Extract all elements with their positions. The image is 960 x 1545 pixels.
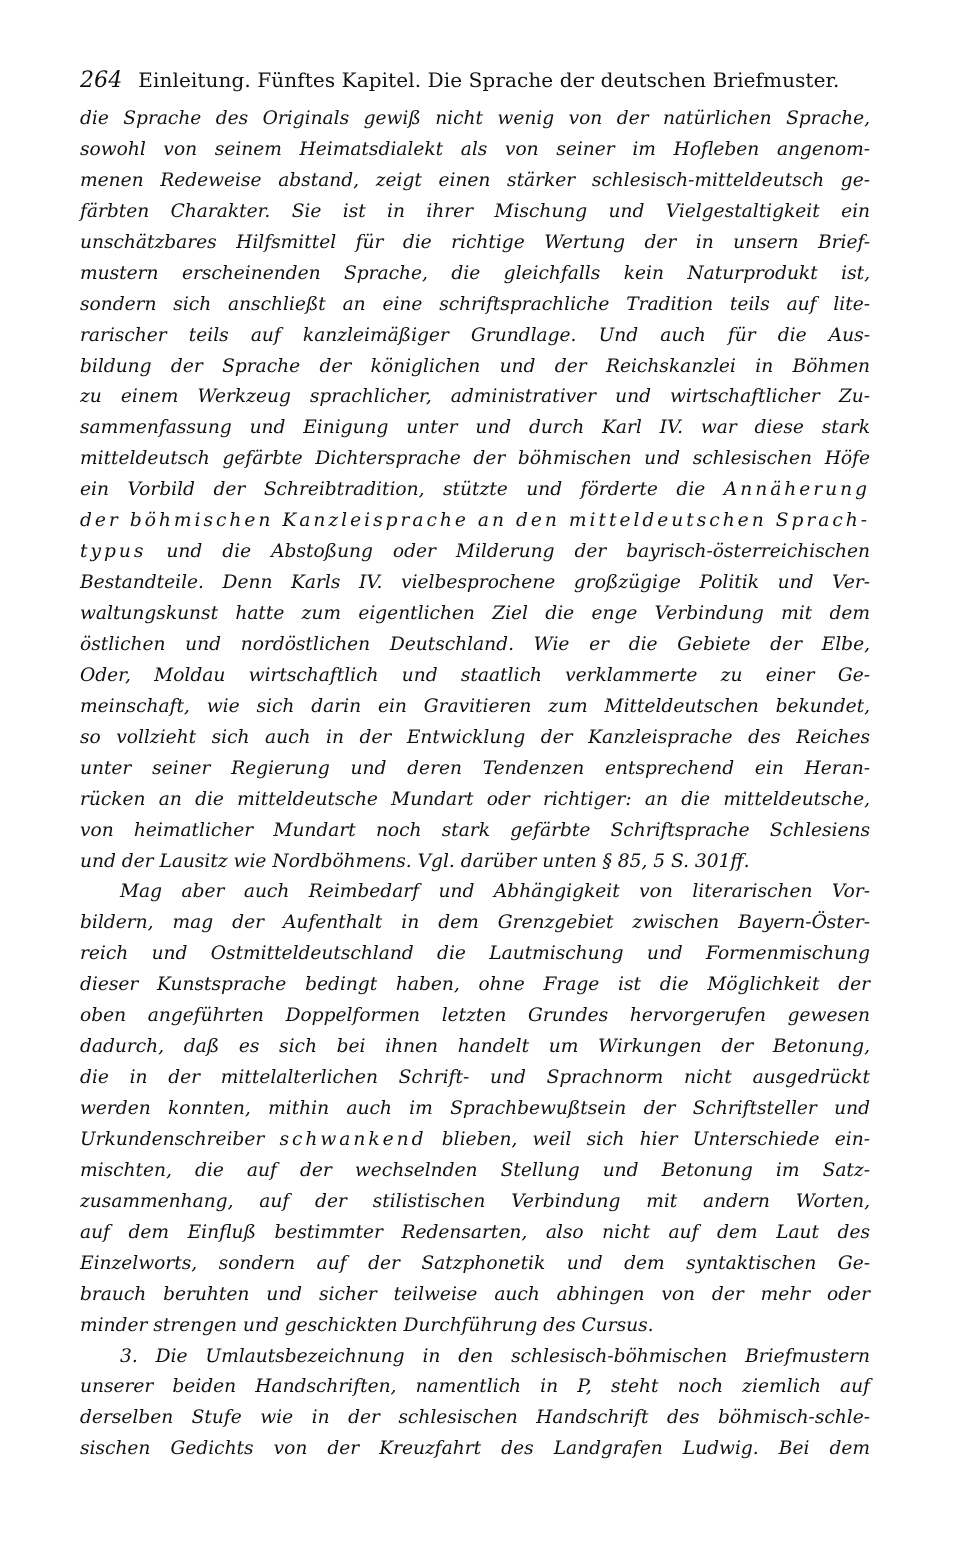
text-line: [80, 908, 870, 939]
text-line: [80, 1280, 870, 1311]
line-text: mischten, die auf der wechselnden Stellung und Betonung im Satz-: [80, 1159, 870, 1181]
line-text: unter seiner Regierung und deren Tendenzen entsprechend ein Heran-: [80, 757, 870, 779]
line-text: werden konnten, mithin auch im Sprachbewußtsein der Schriftsteller und: [80, 1098, 870, 1119]
text-line: [80, 754, 870, 785]
spaced-emphasis: typus: [80, 541, 147, 563]
text-line: [80, 444, 870, 475]
text-line: [80, 970, 870, 1001]
line-text: Bestandteile. Denn Karls IV. vielbesprochene großzügige Politik und Ver-: [80, 572, 870, 594]
text-line: [80, 506, 870, 537]
line-text: sondern sich anschließt an eine schriftsprachliche Tradition teils auf lite-: [80, 293, 870, 315]
line-text: sowohl von seinem Heimatsdialekt als von seiner im Hofleben angenom-: [80, 138, 870, 160]
running-title: Einleitung. Fünftes Kapitel. Die Sprache der deutschen Briefmuster.: [138, 68, 840, 92]
text-line: [80, 382, 870, 413]
spaced-emphasis: schwankend: [279, 1128, 427, 1150]
running-head: [80, 64, 870, 96]
text-line: [80, 290, 870, 321]
line-text: bildern, mag der Aufenthalt in dem Grenzgebiet zwischen Bayern-Öster-: [80, 912, 870, 934]
line-text: derselben Stufe wie in der schlesischen Handschrift des böhmisch-schle-: [80, 1407, 870, 1429]
line-text: Urkundenschreiber: [80, 1128, 280, 1150]
line-text: östlichen und nordöstlichen Deutschland. Wie er die Gebiete der Elbe,: [80, 633, 870, 655]
line-text: die in der mittelalterlichen Schrift- und Sprachnorm nicht ausgedrückt: [80, 1067, 870, 1089]
line-text: sischen Gedichts von der Kreuzfahrt des Landgrafen Ludwig. Bei dem: [80, 1438, 870, 1460]
text-line: [80, 1434, 870, 1465]
text-line: [80, 1249, 870, 1280]
text-line: [80, 877, 870, 908]
text-line: [80, 939, 870, 970]
line-text: und die Abstoßung oder Milderung der bayrisch-österreichischen: [146, 541, 870, 563]
text-line: [80, 568, 870, 599]
text-line: [80, 197, 870, 228]
body-text: [80, 104, 870, 1465]
text-line: [80, 692, 870, 723]
text-line: [80, 166, 870, 197]
line-text: reich und Ostmitteldeutschland die Lautmischung und Formenmischung: [80, 943, 870, 965]
text-line: [80, 1125, 870, 1156]
text-line: [80, 1403, 870, 1434]
line-text: rarischer teils auf kanzleimäßiger Grundlage. Und auch für die Aus-: [80, 324, 870, 346]
text-line: [80, 228, 870, 259]
line-text: brauch beruhten und sicher teilweise auch abhingen von der mehr oder: [80, 1283, 870, 1305]
text-line: [80, 1342, 870, 1373]
line-text: unserer beiden Handschriften, namentlich in P, steht noch ziemlich auf: [80, 1376, 870, 1398]
text-line: [80, 599, 870, 630]
text-line: [80, 475, 870, 506]
text-line: [80, 785, 870, 816]
spaced-emphasis: Annäherung: [723, 479, 870, 501]
text-line: [80, 847, 870, 878]
text-line: [80, 1063, 870, 1094]
line-text: sammenfassung und Einigung unter und durch Karl IV. war diese stark: [80, 417, 870, 439]
book-page: [80, 64, 870, 1465]
line-text: minder strengen und geschickten Durchführung des Cursus.: [80, 1314, 654, 1336]
text-line: [80, 816, 870, 847]
text-line: [80, 1311, 870, 1342]
line-text: oben angeführten Doppelformen letzten Grundes hervorgerufen gewesen: [80, 1005, 870, 1027]
text-line: [80, 537, 870, 568]
text-line: [80, 661, 870, 692]
text-line: [80, 1218, 870, 1249]
text-line: [80, 1032, 870, 1063]
line-text: von heimatlicher Mundart noch stark gefärbte Schriftsprache Schlesiens: [80, 819, 870, 841]
page-number: 264: [80, 68, 123, 93]
text-line: [80, 413, 870, 444]
line-text: blieben, weil sich hier Unterschiede ein-: [426, 1128, 870, 1150]
line-text: die Sprache des Originals gewiß nicht wenig von der natürlichen Sprache,: [80, 108, 870, 129]
line-text: dadurch, daß es sich bei ihnen handelt um Wirkungen der Betonung,: [80, 1036, 870, 1058]
line-text: dieser Kunstsprache bedingt haben, ohne Frage ist die Möglichkeit der: [80, 974, 870, 996]
text-line: [80, 135, 870, 166]
line-text: bildung der Sprache der königlichen und der Reichskanzlei in Böhmen: [80, 355, 870, 377]
text-line: [80, 352, 870, 383]
text-line: [80, 259, 870, 290]
line-text: menen Redeweise abstand, zeigt einen stärker schlesisch-mitteldeutsch ge-: [80, 169, 870, 191]
text-line: [80, 1094, 870, 1125]
line-text: rücken an die mitteldeutsche Mundart oder richtiger: an die mitteldeutsche,: [80, 788, 870, 810]
line-text: so vollzieht sich auch in der Entwicklung der Kanzleisprache des Reiches: [80, 726, 870, 748]
line-text: mitteldeutsch gefärbte Dichtersprache der böhmischen und schlesischen Höfe: [80, 448, 870, 470]
line-text: zusammenhang, auf der stilistischen Verbindung mit andern Worten,: [80, 1190, 870, 1212]
spaced-emphasis: der böhmischen Kanzleisprache an den mitteldeutschen Sprach-: [80, 510, 870, 532]
text-line: [80, 1156, 870, 1187]
line-text: 3. Die Umlautsbezeichnung in den schlesisch-böhmischen Briefmustern: [120, 1345, 870, 1367]
line-text: zu einem Werkzeug sprachlicher, administrativer und wirtschaftlicher Zu-: [80, 386, 870, 408]
line-text: auf dem Einfluß bestimmter Redensarten, also nicht auf dem Laut des: [80, 1221, 870, 1243]
line-text: waltungskunst hatte zum eigentlichen Ziel die enge Verbindung mit dem: [80, 603, 870, 624]
text-line: [80, 723, 870, 754]
line-text: meinschaft, wie sich darin ein Gravitieren zum Mitteldeutschen bekundet,: [80, 695, 870, 717]
line-text: mustern erscheinenden Sprache, die gleichfalls kein Naturprodukt ist,: [80, 262, 870, 284]
text-line: [80, 630, 870, 661]
text-line: [80, 1187, 870, 1218]
line-text: ein Vorbild der Schreibtradition, stützte und förderte die: [80, 479, 724, 501]
line-text: färbten Charakter. Sie ist in ihrer Mischung und Vielgestaltigkeit ein: [80, 200, 870, 222]
line-text: Oder, Moldau wirtschaftlich und staatlich verklammerte zu einer Ge-: [80, 664, 870, 686]
line-text: unschätzbares Hilfsmittel für die richtige Wertung der in unsern Brief-: [80, 231, 870, 253]
text-line: [80, 1001, 870, 1032]
line-text: und der Lausitz wie Nordböhmens. Vgl. darüber unten § 85, 5 S. 301ff.: [80, 850, 750, 872]
text-line: [80, 104, 870, 135]
line-text: Einzelworts, sondern auf der Satzphonetik und dem syntaktischen Ge-: [80, 1252, 870, 1274]
text-line: [80, 321, 870, 352]
text-line: [80, 1372, 870, 1403]
line-text: Mag aber auch Reimbedarf und Abhängigkeit von literarischen Vor-: [120, 881, 870, 903]
